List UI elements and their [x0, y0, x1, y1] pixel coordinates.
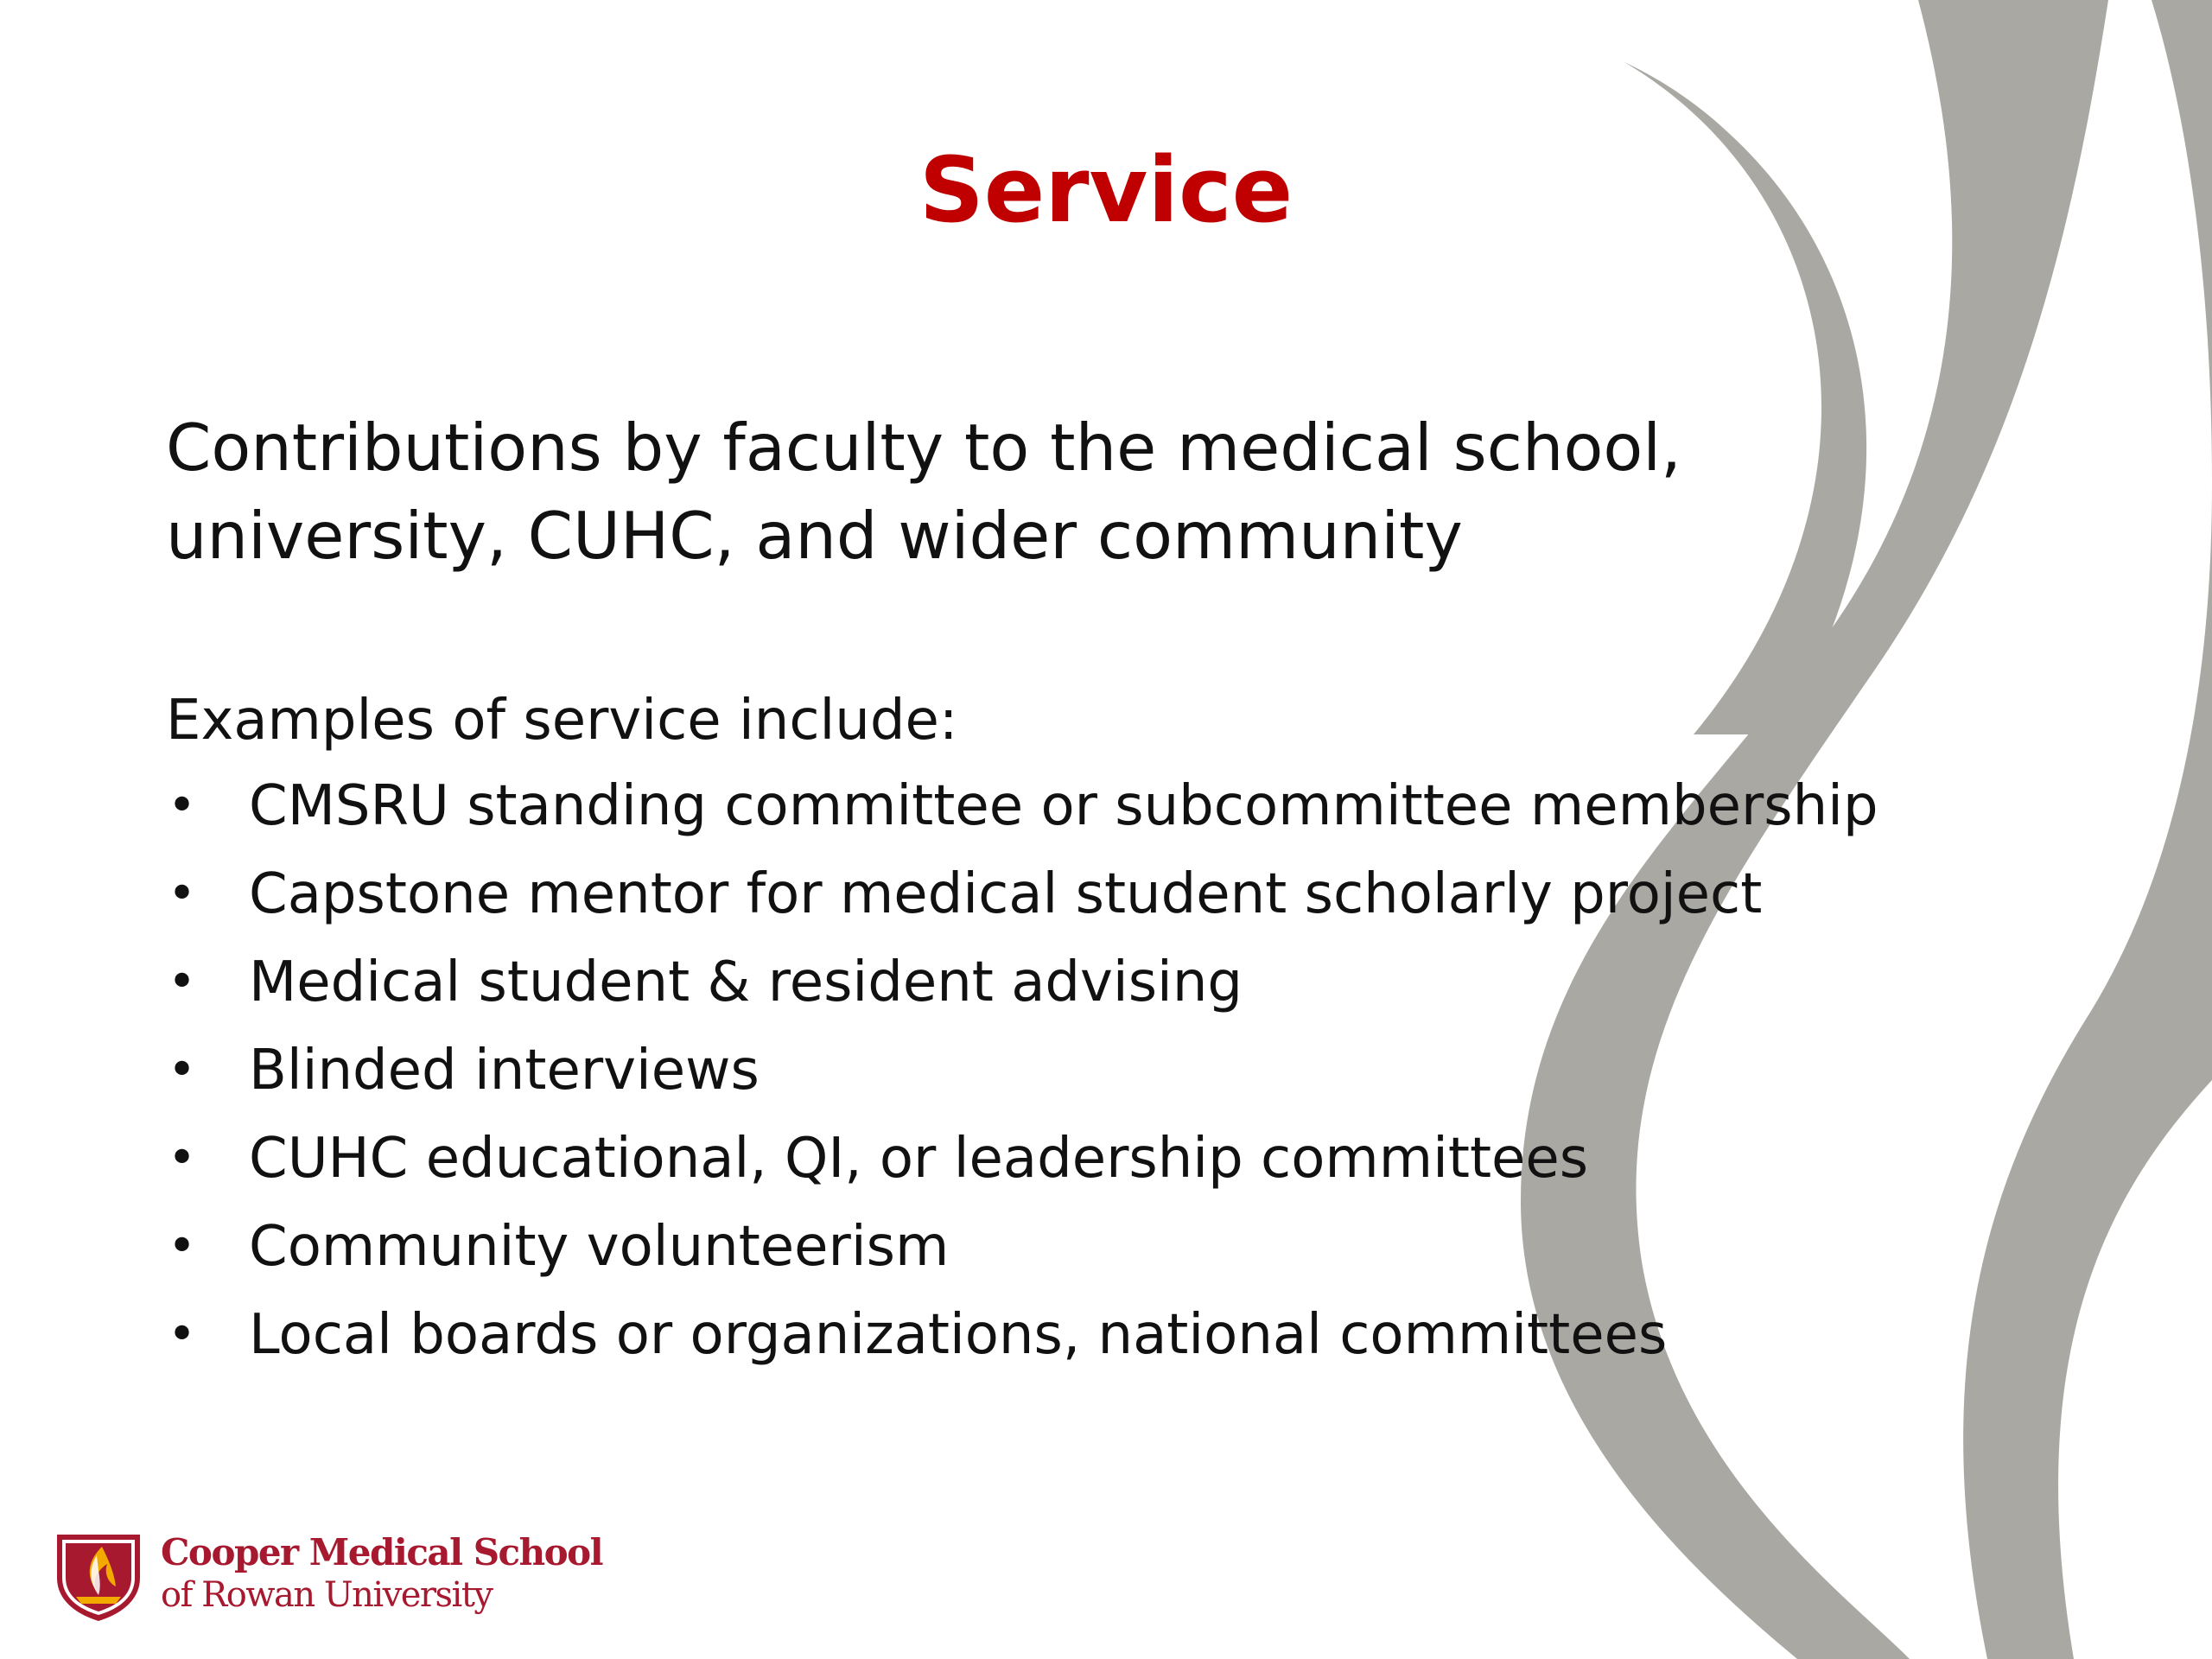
cmsru-logo [54, 1529, 607, 1624]
examples-list [166, 762, 1878, 1379]
list-item-text: CUHC educational, QI, or leadership committees [249, 1127, 1589, 1191]
bullet-icon: • [168, 1042, 197, 1098]
bullet-icon: • [168, 954, 197, 1010]
list-item [166, 850, 1878, 938]
flame-shield-icon [54, 1529, 143, 1623]
list-item-text: Community volunteerism [249, 1215, 950, 1279]
list-item-text: Blinded interviews [249, 1039, 760, 1103]
examples-heading: Examples of service include: [166, 689, 958, 753]
intro-text: Contributions by faculty to the medical school, university, CUHC, and wider community [166, 410, 1681, 574]
slide-title: Service [918, 137, 1294, 243]
bullet-icon: • [168, 778, 197, 834]
list-item [166, 1291, 1878, 1379]
bullet-icon: • [168, 866, 197, 922]
list-item-text: Local boards or organizations, national committees [249, 1303, 1668, 1367]
list-item [166, 1115, 1878, 1203]
list-item-text: Medical student & resident advising [249, 950, 1243, 1014]
bullet-icon: • [168, 1306, 197, 1363]
list-item-text: Capstone mentor for medical student scholarly project [249, 862, 1763, 926]
logo-line2: of Rowan University [161, 1575, 493, 1615]
list-item [166, 938, 1878, 1027]
list-item [166, 1027, 1878, 1115]
list-item-text: CMSRU standing committee or subcommittee membership [249, 774, 1878, 838]
logo-line1: Cooper Medical School [161, 1531, 603, 1573]
bullet-icon: • [168, 1218, 197, 1274]
list-item [166, 762, 1878, 850]
bullet-icon: • [168, 1130, 197, 1186]
list-item [166, 1203, 1878, 1291]
